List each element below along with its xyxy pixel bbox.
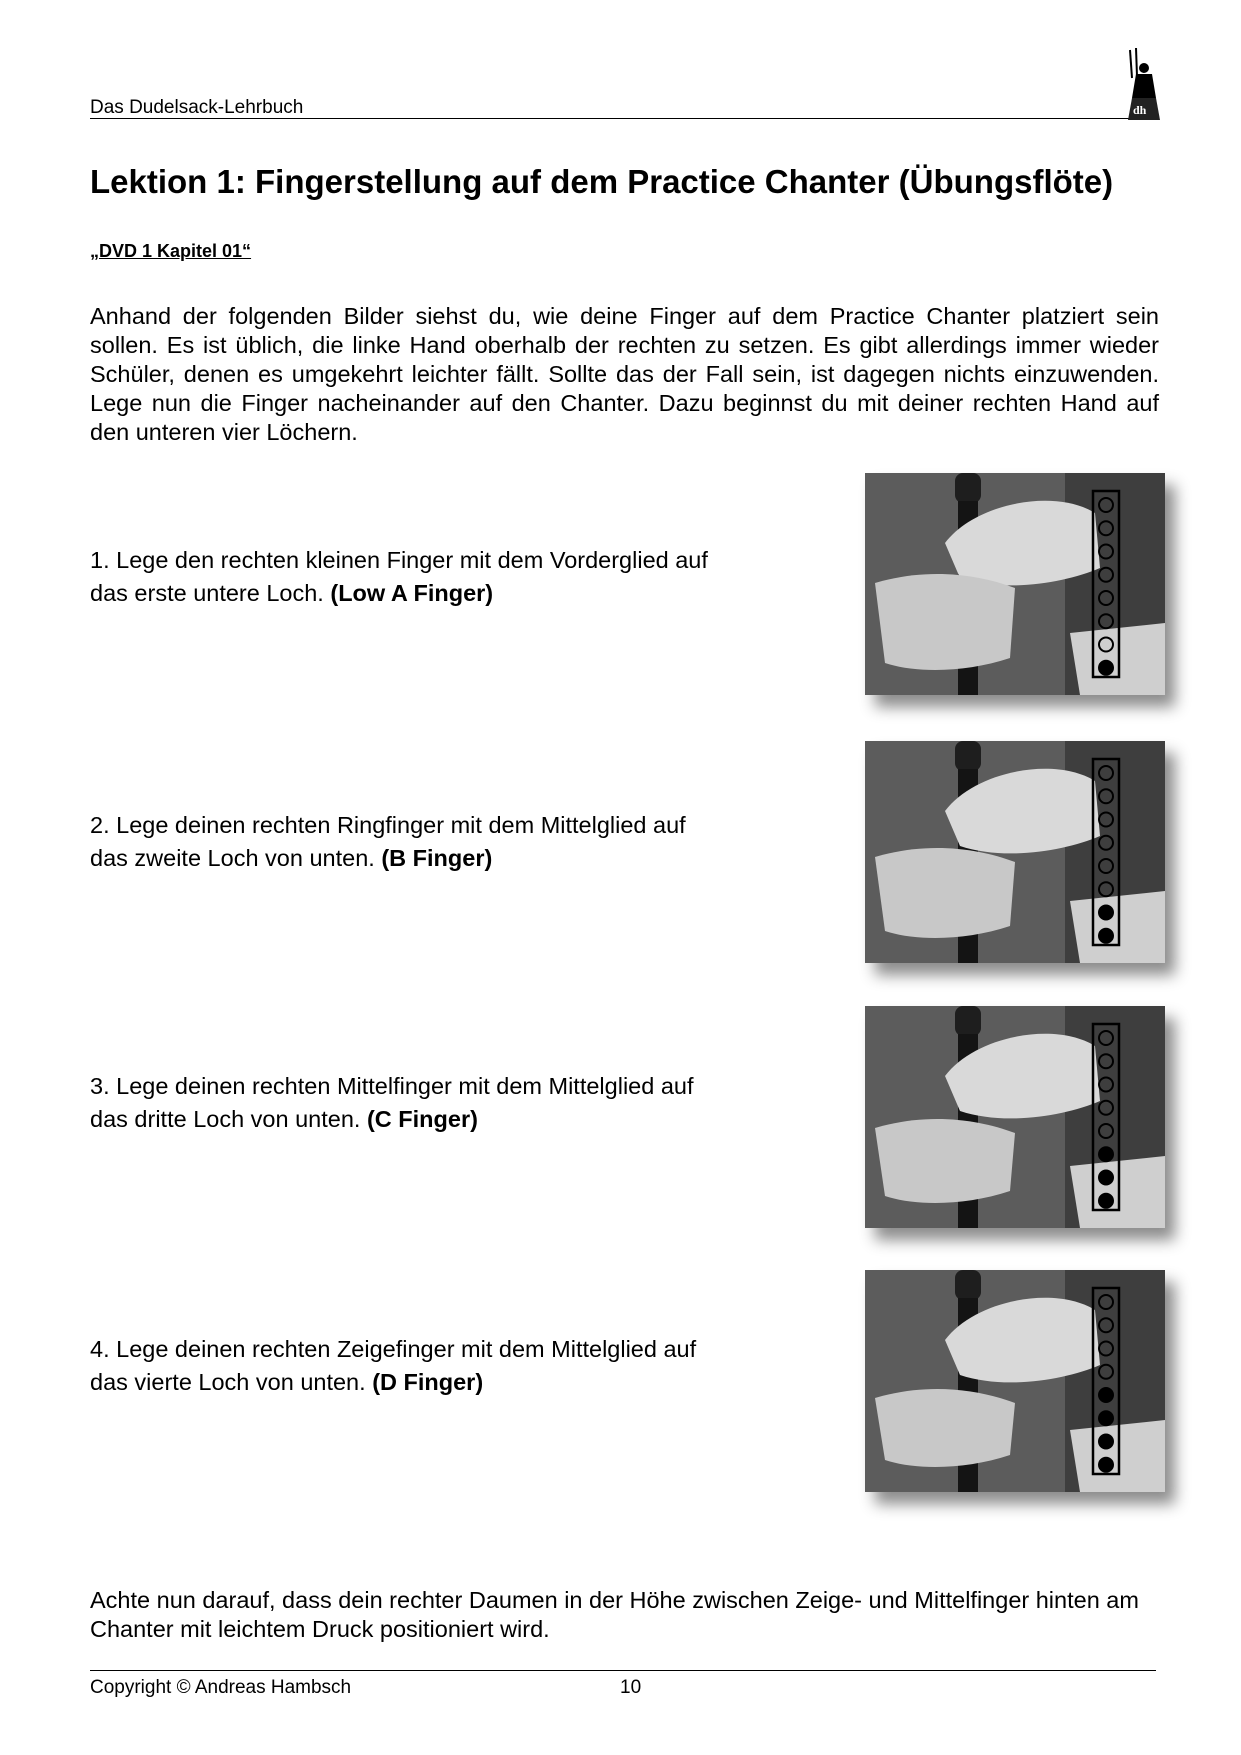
step-4-line-1: 4. Lege deinen rechten Zeigefinger mit dem Mittelglied auf [90, 1336, 697, 1362]
header-rule [90, 118, 1159, 119]
svg-text:dh: dh [1133, 103, 1147, 117]
step-1-line-2: das erste untere Loch. [90, 580, 331, 606]
step-2-finger-name: (B Finger) [381, 845, 493, 871]
step-1-photo [865, 473, 1165, 695]
step-3-photo [865, 1006, 1165, 1228]
footer-rule [90, 1670, 1156, 1671]
running-header: Das Dudelsack-Lehrbuch [90, 97, 304, 118]
step-1-line-1: 1. Lege den rechten kleinen Finger mit dem Vorderglied auf [90, 547, 708, 573]
step-3-finger-name: (C Finger) [366, 1106, 478, 1132]
step-2-line-2: das zweite Loch von unten. [90, 845, 382, 871]
step-4-photo [865, 1270, 1165, 1492]
step-4-finger-name: (D Finger) [372, 1369, 484, 1395]
intro-paragraph: Anhand der folgenden Bilder siehst du, wie deine Finger auf dem Practice Chanter platziert sein sollen. Es ist üblich, die linke Hand oberhalb der rechten zu setzen. Es gibt allerdings immer wieder Schüler, denen es umgekehrt leichter fällt. Sollte das der Fall sein, ist dagegen nichts einzuwenden. Lege nun die Finger nacheinander auf den Chanter. Dazu beginnst du mit deiner rechten Hand auf den unteren vier Löchern. [90, 303, 1159, 445]
step-2-photo [865, 741, 1165, 963]
piper-logo-icon [1118, 48, 1166, 120]
page-number: 10 [620, 1677, 642, 1698]
step-4-text [90, 1333, 770, 1399]
step-3-line-2: das dritte Loch von unten. [90, 1106, 367, 1132]
step-3-line-1: 3. Lege deinen rechten Mittelfinger mit dem Mittelglied auf [90, 1073, 694, 1099]
step-1-text [90, 544, 770, 610]
lesson-title: Lektion 1: Fingerstellung auf dem Practice Chanter (Übungsflöte) [90, 163, 1114, 200]
step-1-finger-name: (Low A Finger) [330, 580, 494, 606]
step-2-text [90, 809, 770, 875]
step-3-text [90, 1070, 770, 1136]
dvd-reference: „DVD 1 Kapitel 01“ [90, 241, 252, 261]
step-4-line-2: das vierte Loch von unten. [90, 1369, 373, 1395]
closing-paragraph: Achte nun darauf, dass dein rechter Daumen in der Höhe zwischen Zeige- und Mittelfinger hinten am Chanter mit leichtem Druck positioniert wird. [90, 1587, 1139, 1642]
footer-copyright: Copyright © Andreas Hambsch [90, 1677, 352, 1698]
step-2-line-1: 2. Lege deinen rechten Ringfinger mit dem Mittelglied auf [90, 812, 686, 838]
